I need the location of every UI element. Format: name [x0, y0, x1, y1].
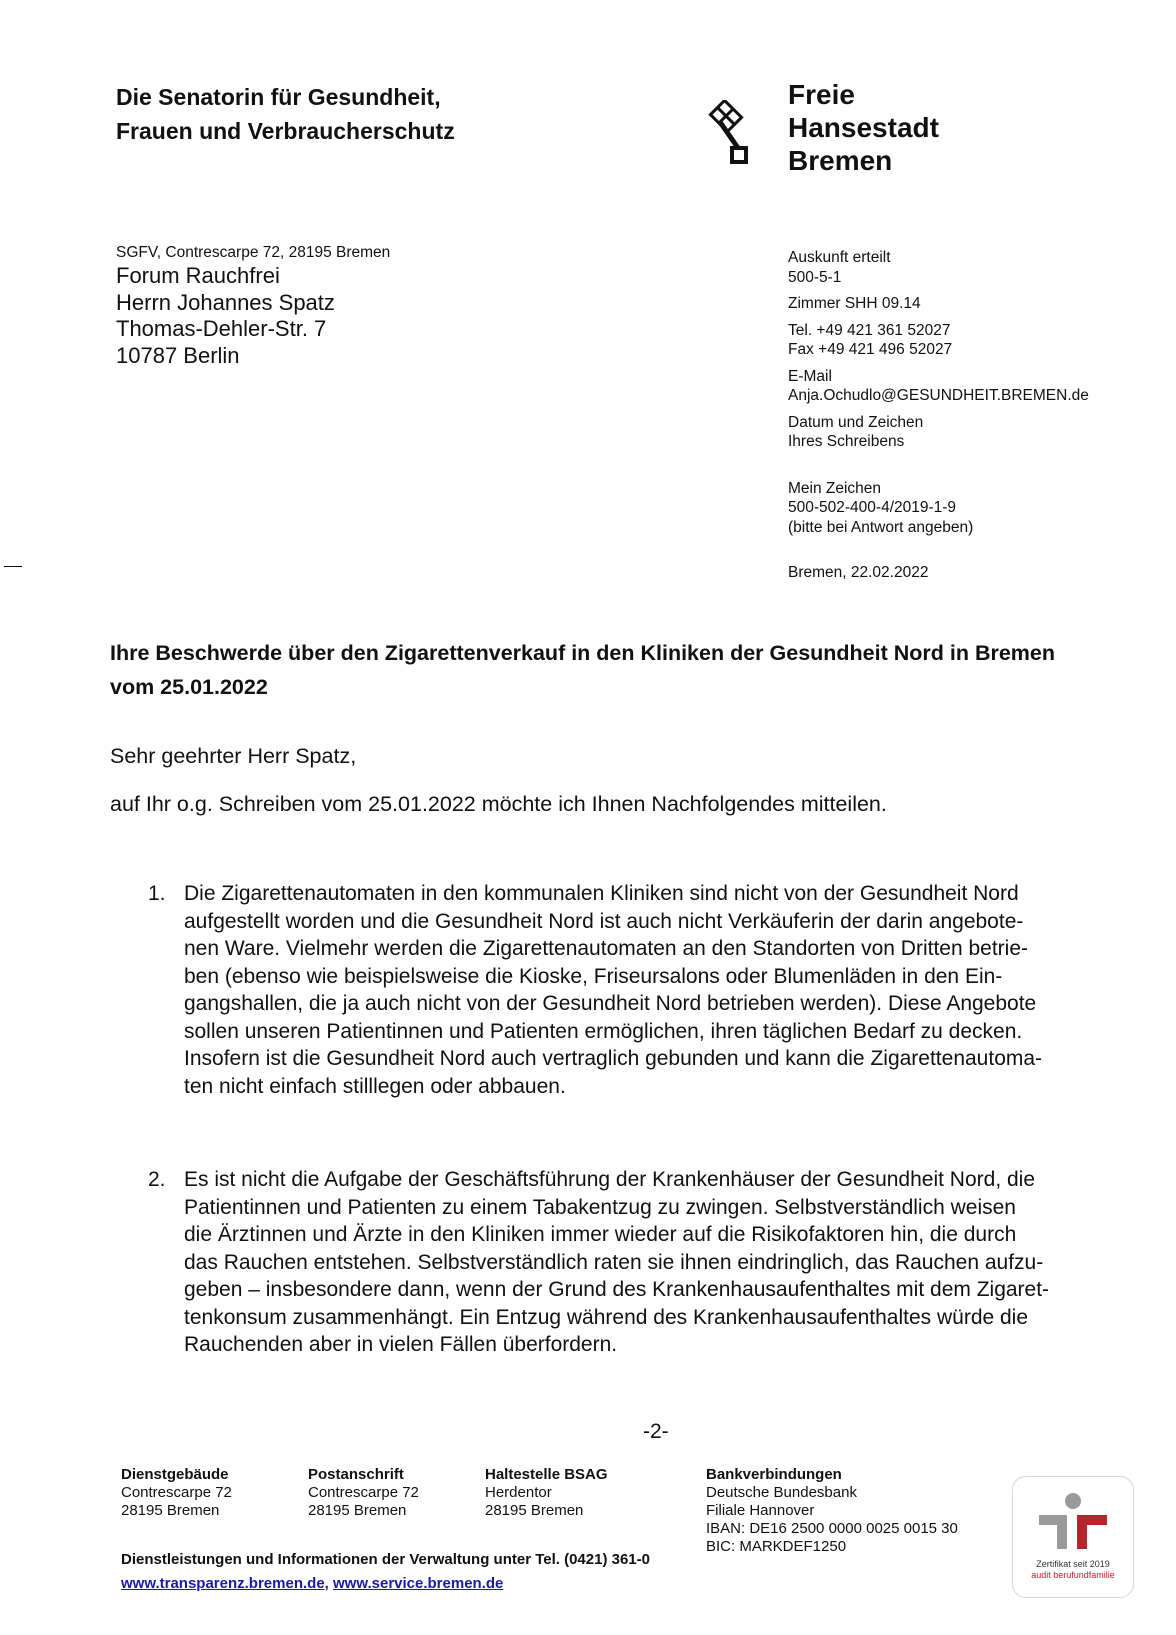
recipient-address — [116, 263, 335, 369]
footer-line: IBAN: DE16 2500 0000 0025 0015 30 — [706, 1520, 958, 1537]
footer-heading: Dienstgebäude — [121, 1466, 229, 1483]
your-reference-block — [788, 413, 1158, 452]
your-reference-label-2: Ihres Schreibens — [788, 433, 905, 450]
letter-subject — [110, 636, 1120, 704]
cert-line-1: Zertifikat seit 2019 — [1036, 1559, 1110, 1569]
recipient-line: Herrn Johannes Spatz — [116, 289, 335, 315]
phone-block — [788, 321, 1158, 360]
my-reference-value: 500-502-400-4/2019-1-9 — [788, 499, 957, 516]
text-line: Die Zigarettenautomaten in den kommunalen Kliniken sind nicht von der Gesundheit Nord — [184, 882, 1019, 905]
auskunft-label: Auskunft erteilt — [788, 249, 891, 266]
email-value: Anja.Ochudlo@GESUNDHEIT.BREMEN.de — [788, 387, 1089, 404]
sender-line-1: Die Senatorin für Gesundheit, — [116, 84, 441, 110]
fold-mark — [4, 566, 22, 567]
text-line: gangshallen, die ja auch nicht von der Gesundheit Nord betrieben werden). Diese Angebote — [184, 992, 1037, 1015]
text-line: ten nicht einfach stilllegen oder abbauen. — [184, 1074, 566, 1098]
my-reference-note: (bitte bei Antwort angeben) — [788, 518, 974, 536]
bremen-key-icon — [706, 100, 752, 175]
footer-line: Filiale Hannover — [706, 1502, 815, 1519]
audit-certificate-badge — [1012, 1476, 1134, 1598]
cert-line-2: audit berufundfamilie — [1031, 1570, 1115, 1580]
text-line: nen Ware. Vielmehr werden die Zigarettenautomaten an den Standorten von Dritten betrie- — [184, 937, 1028, 960]
text-line: Insofern ist die Gesundheit Nord auch vertraglich gebunden und kann die Zigarettenautoma- — [184, 1047, 1043, 1070]
list-number: 1. — [148, 882, 166, 905]
text-line: die Ärztinnen und Ärzte in den Kliniken immer wieder auf die Risikofaktoren hin, die durch — [184, 1223, 1017, 1246]
footer-postal-address — [308, 1466, 419, 1520]
subject-line-1: Ihre Beschwerde über den Zigarettenverkauf in den Kliniken der Gesundheit Nord in Bremen — [110, 641, 1056, 665]
page-number: -2- — [643, 1420, 669, 1443]
recipient-line: Forum Rauchfrei — [116, 263, 280, 288]
list-number: 2. — [148, 1168, 166, 1191]
footer-line: Herdentor — [485, 1484, 552, 1501]
sender-line-2: Frauen und Verbraucherschutz — [116, 118, 455, 144]
footer-line: Contrescarpe 72 — [121, 1484, 232, 1501]
footer-line: Contrescarpe 72 — [308, 1484, 419, 1501]
your-reference-label-1: Datum und Zeichen — [788, 413, 924, 431]
service-hotline: Dienstleistungen und Informationen der Verwaltung unter Tel. (0421) 361-0 — [121, 1551, 650, 1568]
text-line: Rauchenden aber in vielen Fällen überfordern. — [184, 1333, 618, 1356]
salutation: Sehr geehrter Herr Spatz, — [110, 744, 357, 768]
footer-bus-stop — [485, 1466, 608, 1520]
text-line: geben – insbesondere dann, wenn der Grund des Krankenhausaufenthaltes mit dem Zigaret- — [184, 1278, 1050, 1301]
footer-links — [121, 1575, 503, 1592]
info-column — [788, 248, 1158, 583]
transparency-link[interactable]: www.transparenz.bremen.de, — [121, 1575, 329, 1592]
recipient-line: Thomas-Dehler-Str. 7 — [116, 316, 327, 341]
fax-value: Fax +49 421 496 52027 — [788, 341, 953, 358]
footer-bank-details — [706, 1466, 958, 1556]
tel-value: Tel. +49 421 361 52027 — [788, 321, 951, 339]
my-reference-label: Mein Zeichen — [788, 479, 882, 497]
sender-department — [116, 80, 455, 148]
text-line: Es ist nicht die Aufgabe der Geschäftsführung der Krankenhäuser der Gesundheit Nord, die — [184, 1168, 1036, 1191]
letter-date: Bremen, 22.02.2022 — [788, 564, 929, 581]
footer-line: BIC: MARKDEF1250 — [706, 1538, 847, 1555]
city-line-1: Freie — [788, 79, 855, 110]
footer-line: 28195 Bremen — [485, 1502, 584, 1519]
footer-office-building — [121, 1466, 232, 1520]
text-line: tenkonsum zusammenhängt. Ein Entzug während des Krankenhausaufenthaltes würde die — [184, 1305, 1029, 1329]
city-line-2: Hansestadt — [788, 112, 939, 143]
city-line-3: Bremen — [788, 145, 893, 176]
contact-block — [788, 248, 1158, 287]
text-line: das Rauchen entstehen. Selbstverständlich raten sie ihnen eindringlich, das Rauchen aufzu- — [184, 1250, 1044, 1274]
email-label: E-Mail — [788, 367, 832, 385]
room-block — [788, 294, 1158, 314]
audit-berufundfamilie-logo-icon — [1033, 1491, 1113, 1555]
list-text — [184, 880, 1134, 1100]
city-name — [788, 78, 939, 177]
footer-heading: Postanschrift — [308, 1466, 404, 1483]
footer-heading: Haltestelle BSAG — [485, 1466, 608, 1483]
return-address: SGFV, Contrescarpe 72, 28195 Bremen — [116, 244, 391, 261]
text-line: aufgestellt worden und die Gesundheit Nord ist auch nicht Verkäuferin der darin angebote- — [184, 909, 1024, 933]
footer-line: 28195 Bremen — [121, 1502, 220, 1519]
room-value: Zimmer SHH 09.14 — [788, 295, 921, 312]
text-line: Patientinnen und Patienten zu einem Tabakentzug zu zwingen. Selbstverständlich weisen — [184, 1195, 1016, 1219]
service-link[interactable]: www.service.bremen.de — [333, 1575, 504, 1592]
footer-heading: Bankverbindungen — [706, 1466, 842, 1483]
intro-paragraph: auf Ihr o.g. Schreiben vom 25.01.2022 möchte ich Ihnen Nachfolgendes mitteilen. — [110, 792, 887, 816]
list-text — [184, 1166, 1134, 1359]
recipient-line: 10787 Berlin — [116, 342, 240, 368]
text-line: ben (ebenso wie beispielsweise die Kioske, Friseursalons oder Blumenläden in den Ein- — [184, 964, 1003, 988]
email-block — [788, 367, 1158, 406]
my-reference-block — [788, 479, 1158, 538]
text-line: sollen unseren Patientinnen und Patienten ermöglichen, ihren täglichen Bedarf zu decken. — [184, 1019, 1023, 1043]
footer-line: 28195 Bremen — [308, 1502, 407, 1519]
auskunft-value: 500-5-1 — [788, 268, 842, 286]
subject-line-2: vom 25.01.2022 — [110, 675, 268, 699]
footer-line: Deutsche Bundesbank — [706, 1484, 857, 1501]
